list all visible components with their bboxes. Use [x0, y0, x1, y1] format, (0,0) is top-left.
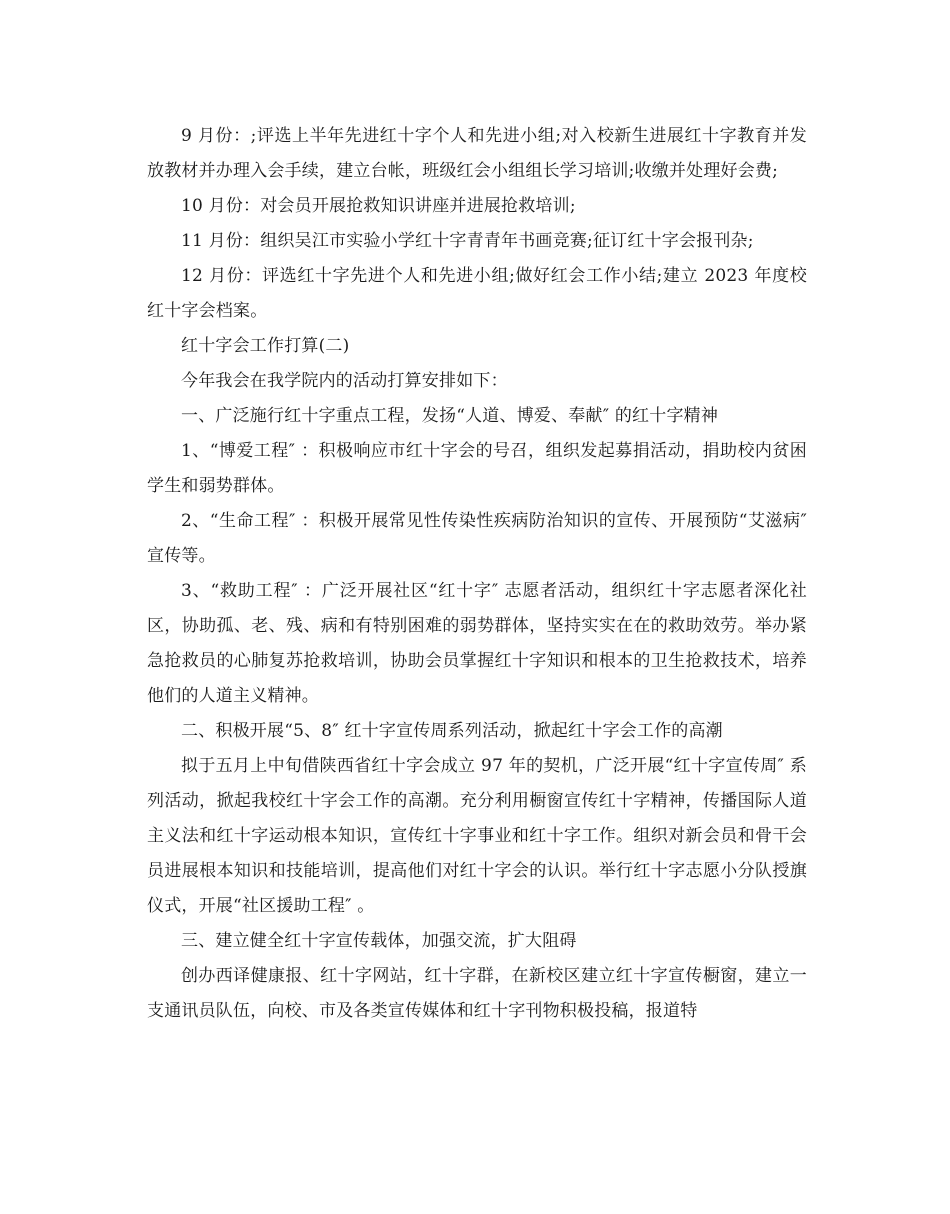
paragraph-section-three-body: 创办西译健康报、红十字网站，红十字群，在新校区建立红十字宣传橱窗，建立一支通讯员队伍，向校、市及各类宣传媒体和红十字刊物积极投稿，报道特	[147, 966, 807, 1021]
paragraph-september: 9 月份：;评选上半年先进红十字个人和先进小组;对入校新生进展红十字教育并发放教材并办理入会手续，建立台帐，班级红会小组组长学习培训;收缴并处理好会费;	[147, 126, 807, 181]
paragraph-item-3: 3、“救助工程″ ：广泛开展社区“红十字″ 志愿者活动，组织红十字志愿者深化社区，协助孤、老、残、病和有特别困难的弱势群体，坚持实实在在的救助效劳。举办紧急抢救员的心肺复苏抢救培训，协助会员掌握红十字知识和根本的卫生抢救技术，培养他们的人道主义精神。	[147, 581, 807, 706]
heading-section-three: 三、建立健全红十字宣传载体，加强交流，扩大阻碍	[181, 931, 577, 951]
paragraph-october: 10 月份：对会员开展抢救知识讲座并进展抢救培训;	[181, 196, 576, 216]
paragraph-december: 12 月份：评选红十字先进个人和先进小组;做好红会工作小结;建立 2023 年度校红十字会档案。	[147, 266, 807, 321]
section-title-plan-two: 红十字会工作打算(二)	[181, 336, 350, 356]
paragraph-item-1: 1、“博爱工程″ ：积极响应市红十字会的号召，组织发起募捐活动，捐助校内贫困学生和弱势群体。	[147, 441, 807, 496]
paragraph-item-2: 2、“生命工程″ ：积极开展常见性传染性疾病防治知识的宣传、开展预防“艾滋病″ 宣传等。	[147, 511, 807, 566]
document-page	[147, 119, 807, 1029]
heading-section-two: 二、积极开展“5、8″ 红十字宣传周系列活动，掀起红十字会工作的高潮	[181, 721, 723, 741]
heading-section-one: 一、广泛施行红十字重点工程，发扬“人道、博爱、奉献″ 的红十字精神	[181, 406, 719, 426]
paragraph-november: 11 月份：组织吴江市实验小学红十字青青年书画竞赛;征订红十字会报刊杂;	[181, 231, 754, 251]
paragraph-section-two-body: 拟于五月上中旬借陕西省红十字会成立 97 年的契机，广泛开展“红十字宣传周″ 系列活动，掀起我校红十字会工作的高潮。充分利用橱窗宣传红十字精神，传播国际人道主义法和红十字运动根本知识，宣传红十字事业和红十字工作。组织对新会员和骨干会员进展根本知识和技能培训，提高他们对红十字会的认识。举行红十字志愿小分队授旗仪式，开展“社区援助工程″ 。	[147, 756, 807, 916]
paragraph-intro: 今年我会在我学院内的活动打算安排如下：	[181, 371, 508, 391]
